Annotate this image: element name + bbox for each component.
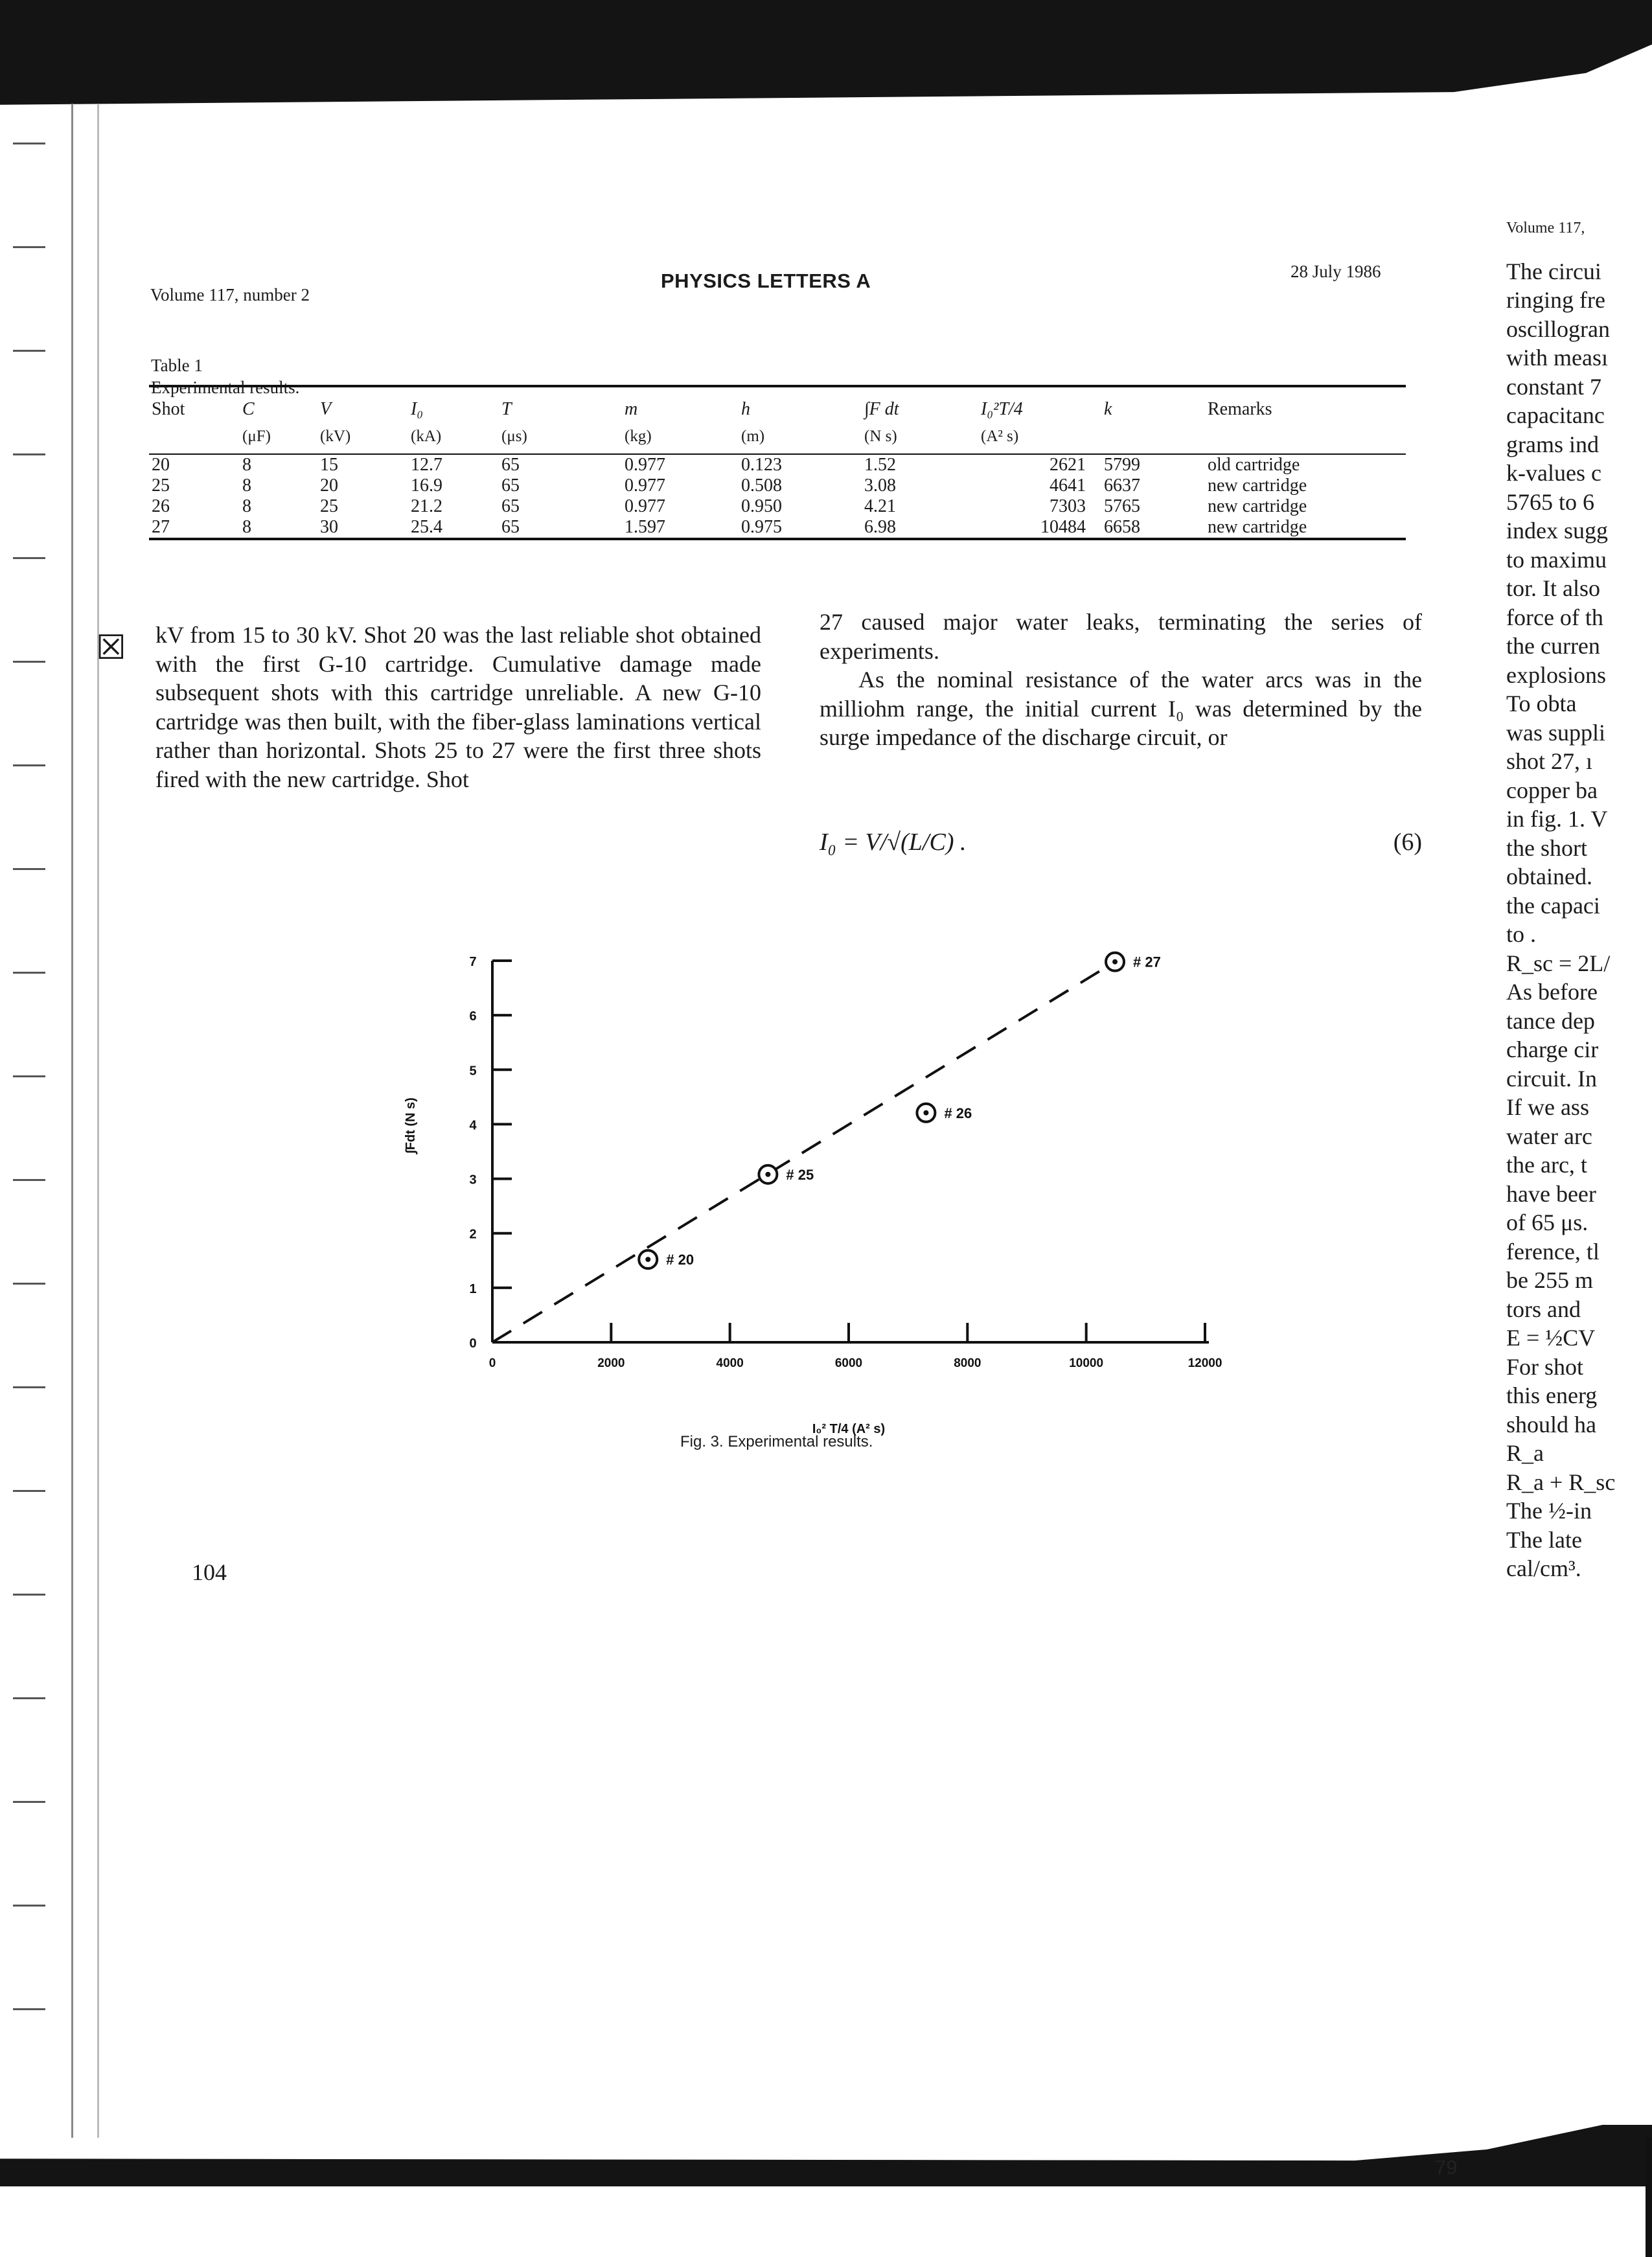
column-header: C (242, 399, 255, 419)
table-cell: 8 (242, 475, 251, 496)
facing-page-line: should ha (1506, 1411, 1596, 1438)
facing-page-header: Volume 117, (1506, 220, 1585, 236)
data-point-dot (1112, 959, 1118, 965)
facing-page-line: the capaci (1506, 892, 1600, 919)
facing-page-line: The ½-in (1506, 1498, 1592, 1524)
y-tick-label: 3 (469, 1173, 477, 1187)
facing-page-line: water arc (1506, 1123, 1592, 1149)
column-header: T (501, 399, 512, 419)
facing-page-line: charge cir (1506, 1037, 1599, 1062)
facing-page-line: constant 7 (1506, 373, 1601, 400)
column-unit: (m) (741, 428, 765, 445)
facing-page-line: of 65 μs. (1506, 1209, 1589, 1235)
facing-page-line: obtained. (1506, 864, 1592, 889)
column-unit: (μF) (242, 428, 271, 445)
table-cell: 16.9 (411, 475, 442, 496)
table-cell: 6658 (1104, 517, 1140, 537)
table-cell: 6.98 (864, 517, 896, 537)
table-cell: 1.52 (864, 455, 896, 475)
data-point-dot (923, 1110, 928, 1116)
table-cell: 65 (501, 517, 520, 537)
column-unit: (μs) (501, 428, 527, 445)
column-header: h (741, 399, 750, 419)
facing-page-line: To obta (1506, 691, 1577, 716)
column-header: k (1104, 399, 1112, 419)
facing-page-line: ference, tl (1506, 1238, 1600, 1265)
table-cell: 8 (242, 455, 251, 475)
spacer (1506, 243, 1652, 257)
facing-page-line: k-values c (1506, 460, 1601, 486)
facing-page-line: this energ (1506, 1382, 1598, 1408)
facing-page-line: cal/cm³. (1506, 1555, 1581, 1581)
table-cell: old cartridge (1208, 455, 1300, 475)
facing-page-line: to maximu (1506, 546, 1607, 573)
table-cell: new cartridge (1208, 517, 1307, 537)
table-cell: 0.977 (625, 475, 665, 496)
facing-page-line: circuit. In (1506, 1065, 1597, 1092)
y-tick-label: 0 (469, 1336, 477, 1351)
column-header: I₀ (411, 399, 424, 419)
x-axis-label: I₀² T/4 (A² s) (812, 1422, 886, 1436)
table-cell: 4641 (1050, 475, 1086, 496)
table-cell: 25 (320, 496, 338, 516)
scan-page-number: 79 (1435, 2156, 1458, 2179)
facing-page-line: the arc, t (1506, 1152, 1587, 1178)
facing-page-line: tance dep (1506, 1007, 1595, 1034)
facing-page-line: have beer (1506, 1180, 1596, 1207)
table-cell: 27 (152, 517, 170, 537)
table-cell: 15 (320, 455, 338, 475)
table-cell: 12.7 (411, 455, 442, 475)
column-unit: (kV) (320, 428, 351, 445)
facing-page-line: copper ba (1506, 777, 1598, 803)
margin-annotation-mark: ☒ (96, 628, 126, 667)
table-cell: 0.950 (741, 496, 782, 516)
table-cell: 25.4 (411, 517, 442, 537)
table-cell: 10484 (1040, 517, 1086, 537)
table-title: Table 1 (151, 356, 203, 375)
column-unit: (kA) (411, 428, 442, 445)
facing-page-line: explosions (1506, 661, 1607, 688)
x-tick-label: 2000 (597, 1357, 625, 1370)
column-header: m (625, 399, 638, 419)
journal-volume: Volume 117, number 2 (150, 285, 310, 304)
table-cell: 65 (501, 475, 520, 496)
facing-page-line: in fig. 1. V (1506, 806, 1608, 832)
publication-date: 28 July 1986 (1291, 262, 1381, 281)
column-header: V (320, 399, 332, 419)
column-unit: (kg) (625, 428, 652, 445)
paragraph: As the nominal resistance of the water arcs was in the milliohm range, the initial current I₀ was determined by the surge impedance of the discharge circuit, or (820, 667, 1422, 750)
facing-page-line: grams ind (1506, 431, 1599, 457)
data-point-dot (765, 1172, 770, 1177)
y-tick-label: 2 (469, 1227, 477, 1242)
table-cell: 6637 (1104, 475, 1140, 496)
facing-page-line: the curren (1506, 633, 1600, 659)
equation-text: I₀ = V/√(L/C) . (820, 829, 967, 856)
column-header: I₀²T/4 (981, 399, 1023, 419)
table-cell: 8 (242, 496, 251, 516)
y-axis-label: ∫Fdt (N s) (404, 1097, 418, 1154)
facing-page-line: tor. It also (1506, 575, 1600, 601)
facing-page-column (1506, 214, 1652, 1583)
table-cell: 5799 (1104, 455, 1140, 475)
x-tick-label: 10000 (1069, 1357, 1104, 1370)
table-cell: 26 (152, 496, 170, 516)
table-cell: 25 (152, 475, 170, 496)
table-cell: 7303 (1050, 496, 1086, 516)
table-cell: 0.975 (741, 517, 782, 537)
facing-page-line: R_sc = 2L/ (1506, 950, 1611, 976)
table-cell: 20 (320, 475, 338, 496)
column-header: Remarks (1208, 399, 1272, 419)
table-cell: new cartridge (1208, 496, 1307, 516)
facing-page-line: oscillogran (1506, 315, 1610, 342)
table-cell: 5765 (1104, 496, 1140, 516)
table-cell: 0.123 (741, 455, 782, 475)
table-cell: 21.2 (411, 496, 442, 516)
facing-page-line: As before (1506, 979, 1598, 1005)
facing-page-line: The late (1506, 1526, 1582, 1553)
facing-page-line: R_a + R_sc (1506, 1469, 1616, 1495)
data-point-label: # 20 (666, 1252, 694, 1268)
facing-page-line: The circui (1506, 258, 1601, 284)
facing-page-line: force of th (1506, 604, 1603, 630)
y-tick-label: 7 (469, 955, 477, 969)
column-unit: (A² s) (981, 428, 1019, 445)
table-cell: 8 (242, 517, 251, 537)
facing-page-line: E = ½CV (1506, 1325, 1596, 1351)
x-tick-label: 6000 (834, 1357, 863, 1370)
table-cell: 0.977 (625, 496, 665, 516)
facing-page-line: If we ass (1506, 1094, 1589, 1120)
figure-caption: Fig. 3. Experimental results. (680, 1433, 873, 1450)
table-cell: 65 (501, 455, 520, 475)
table-subtitle: Experimental results. (151, 378, 300, 397)
table-cell: 65 (501, 496, 520, 516)
facing-page-line: For shot (1506, 1353, 1584, 1380)
facing-page-line: R_a (1506, 1440, 1544, 1466)
x-tick-label: 8000 (954, 1357, 981, 1370)
table-cell: 3.08 (864, 475, 896, 496)
equation-number: (6) (1393, 829, 1422, 856)
x-tick-label: 4000 (716, 1357, 744, 1370)
y-tick-label: 1 (469, 1281, 477, 1296)
facing-page-line: be 255 m (1506, 1267, 1593, 1293)
table-cell: 20 (152, 455, 170, 475)
facing-page-line: with meası (1506, 345, 1608, 371)
page-number: 104 (192, 1559, 227, 1585)
x-tick-label: 12000 (1187, 1357, 1222, 1370)
table-cell: 4.21 (864, 496, 896, 516)
table-cell: new cartridge (1208, 475, 1307, 496)
facing-page-line: shot 27, ı (1506, 748, 1593, 774)
facing-page-line: ringing fre (1506, 287, 1605, 313)
data-point-label: # 25 (786, 1166, 814, 1183)
table-cell: 0.977 (625, 455, 665, 475)
table-cell: 30 (320, 517, 338, 537)
data-point-dot (645, 1257, 650, 1262)
facing-page-line: 5765 to 6 (1506, 488, 1595, 515)
journal-title: PHYSICS LETTERS A (661, 269, 871, 292)
paragraph: kV from 15 to 30 kV. Shot 20 was the last reliable shot obtained with the first G-10 cartridge. Cumulative damage made subsequent shots with this cartridge unreliable. A new G-10 cartridge was then built, with the fiber-glass laminations vertical rather than horizontal. Shots 25 to 27 were the first three shots fired with the new cartridge. Shot (155, 622, 761, 792)
column-unit: (N s) (864, 428, 897, 445)
facing-page-line: capacitanc (1506, 402, 1605, 428)
data-point-label: # 27 (1133, 954, 1161, 970)
y-tick-label: 5 (469, 1064, 477, 1079)
facing-page-line: tors and (1506, 1296, 1581, 1322)
facing-page-line: was suppli (1506, 719, 1605, 746)
table-cell: 1.597 (625, 517, 665, 537)
paragraph: 27 caused major water leaks, terminating the series of experiments. (820, 609, 1422, 664)
table-cell: 0.508 (741, 475, 782, 496)
facing-page-line: index sugg (1506, 518, 1608, 544)
y-tick-label: 4 (469, 1118, 477, 1133)
y-tick-label: 6 (469, 1009, 477, 1024)
fit-line (492, 962, 1115, 1342)
x-tick-label: 0 (488, 1357, 496, 1370)
facing-page-line: the short (1506, 834, 1587, 861)
data-point-label: # 26 (944, 1105, 972, 1121)
column-header: ∫F dt (864, 399, 899, 419)
facing-page-line: to . (1506, 921, 1537, 947)
column-header: Shot (152, 399, 185, 419)
table-cell: 2621 (1050, 455, 1086, 475)
